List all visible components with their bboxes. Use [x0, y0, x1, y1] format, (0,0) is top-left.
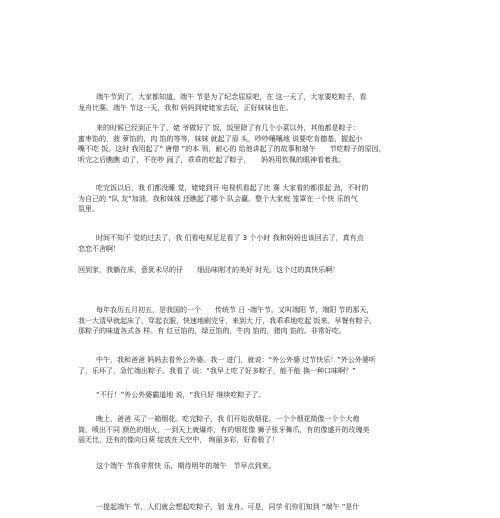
- paragraph-5: [78, 265, 408, 276]
- text-line: 蜜枣馅的，菠 萝馅的，肉 馅的等等，妹妹 就起了眉 头，吵吵嚷嚷地 说要吃肯德基，握起小: [78, 134, 363, 143]
- text-line: 筒，喷出不同 颜色的烟火，一到天上就爆炸，有的烟花像 狮子张牙舞爪，有的像盛开的玫瑰美: [78, 425, 370, 434]
- text-line: 了，乐坏了，急忙端出粽子。我看了 说：“我早上吃了好多粽子，能不能 换一种口味啊？”: [78, 366, 356, 375]
- text-line: 听完之后瞧瞧 动了，不在吵 闹了，乖乖的吃起了粽子， 妈妈用钦佩的眼神看着我。: [78, 155, 345, 164]
- text-line: 氛里。: [78, 205, 99, 213]
- text-line: 吃完饭以后，我 们都没睡 觉，姥姥到开 电视机看起了比 赛 大家看的都很起 劲，不时的: [96, 184, 369, 192]
- text-line: 那粽子的味道各式各 样。有 红豆馅的，绿豆馅的，牛肉 馅的，猪肉 馅的。非常好吃。: [78, 327, 346, 335]
- text-line: 龙舟比赛。端午 节这一天，我和 妈妈到姥姥家去玩，正好妹妹也在。: [78, 103, 293, 112]
- paragraph-1: [78, 92, 408, 113]
- paragraph-7: [78, 355, 408, 376]
- text-line: 嘴不吃 饭。这时 我用起了“ 唐僧 ”的本 领，耐心的 给他讲起了的故事和端午 节吃粽子的原因，: [78, 145, 386, 153]
- paragraph-2: [78, 123, 408, 165]
- text-line: 端午节到了，大家都知道，端午 节是为了纪念屈原吧，在 这一天了，大家要吃粽子，看: [96, 93, 367, 101]
- paragraph-6: [78, 305, 408, 337]
- paragraph-11: [78, 502, 408, 513]
- text-line: 回到家，我躺在床，意犹未尽的仔 细品味刚才的美好 时光。这个过的真快乐啊！: [78, 266, 340, 274]
- text-line: 中午，我和爸爸 妈妈去看外公外婆。我一 进门，就说：“外公外婆 过节快乐！”外公外婆听: [96, 356, 376, 364]
- text-line: “不行！”外公外婆霸道地 说，“我只好 继续吃粽子了。: [96, 391, 266, 399]
- text-line: 为自己的 “队 友”加油，我和妹妹 还瞧起了哪个 队会赢。整个大家庭 笼罩在一个快 乐的气: [78, 194, 358, 203]
- paragraph-4: [78, 233, 408, 254]
- paragraph-8: [78, 390, 408, 401]
- text-line: 一提起端午 节，人们就会想起吃粽子，划 龙舟。可是，同学 们你们知到 “端午 ”是什: [96, 503, 360, 511]
- text-line: 每年农历五月初五，是我国的一个 传统节 日 -端午节。又叫端阳 节，端阳 节的那天，: [96, 306, 374, 314]
- paragraph-10: [78, 461, 408, 472]
- text-line: 恋恋不舍啊！: [78, 244, 120, 253]
- text-line: 晚上，爸爸 买了一箱烟花。吃完粽子，我 们开始放烟花。一个个烟花简像一个个大炮: [96, 415, 360, 423]
- paragraph-3: [78, 183, 408, 215]
- text-line: 丽无比，还有的像向日葵 绽放在天空中， 绚丽多彩，好看极了！: [78, 436, 279, 444]
- text-line: 时间不知不 觉的过去了，我 们看电视足足看了 3 个小时 我和妈妈也该回去了，真有点: [96, 234, 364, 242]
- text-line: 这个端午 节我非常快 乐，期待明年的端午 节早点到来。: [96, 462, 276, 470]
- text-line: 我一大清早就起床了，穿起衣服，快速地刷完牙，来到大 厅，我乖乖地吃起 饭来。早餐有粽子，: [78, 316, 377, 325]
- paragraph-9: [78, 414, 408, 446]
- text-line: 来的时候已经到正午了，姥 爷做好了 饭，饭里除了有几个小菜以外，其他都是粽子：: [96, 124, 360, 132]
